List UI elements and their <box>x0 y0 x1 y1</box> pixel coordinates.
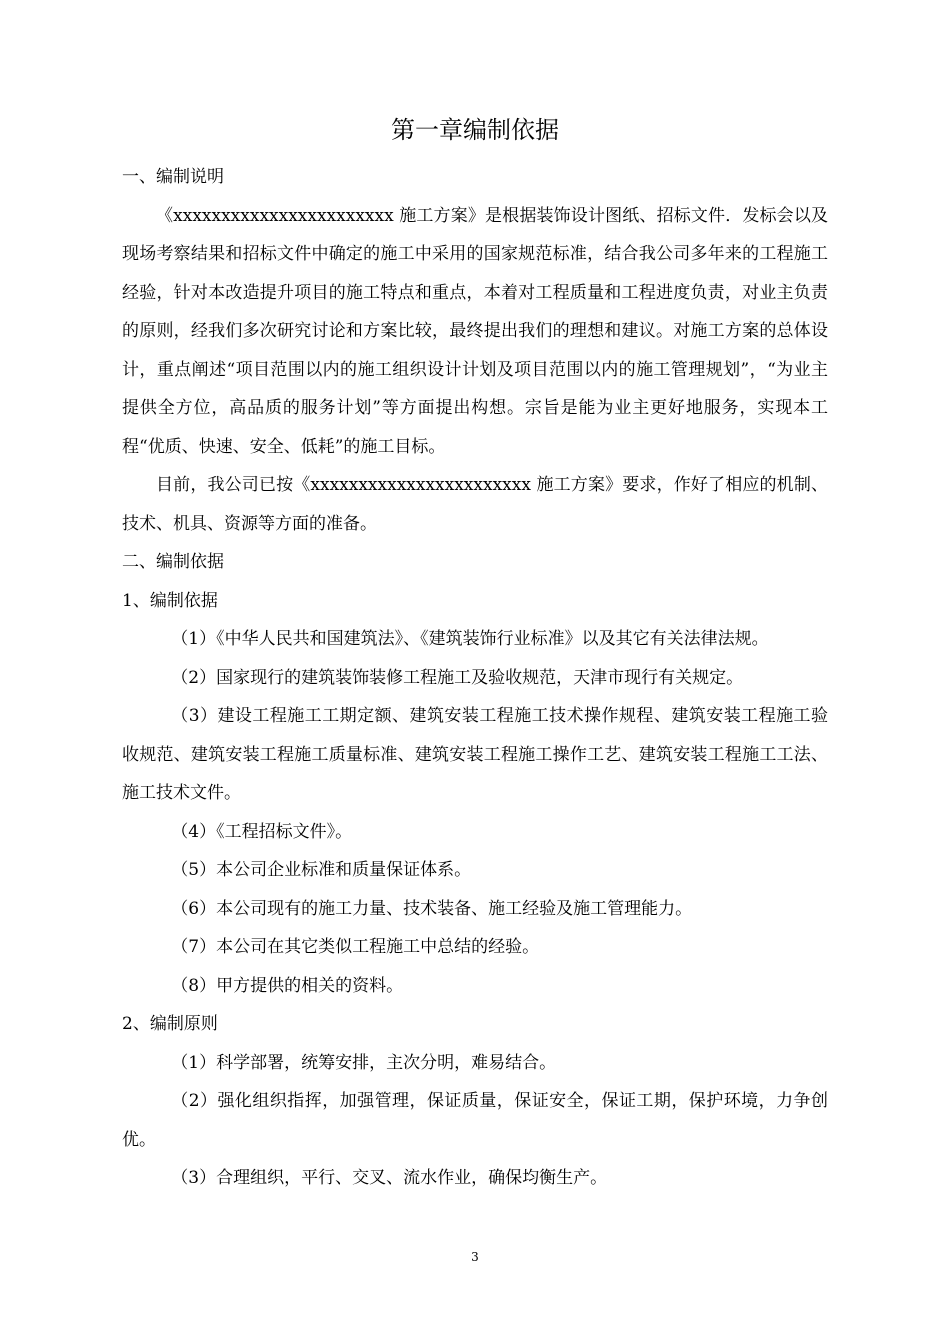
page-number: 3 <box>471 1250 479 1264</box>
paragraph-preparation: 目前，我公司已按《xxxxxxxxxxxxxxxxxxxxxxx 施工方案》要求，作好了相应的机制、技术、机具、资源等方面的准备。 <box>122 475 828 534</box>
list-item: （2）强化组织指挥，加强管理，保证质量，保证安全，保证工期，保护环境，力争创优。 <box>122 1091 828 1150</box>
chapter-title: 第一章编制依据 <box>391 116 559 144</box>
list-item: （5）本公司企业标准和质量保证体系。 <box>171 860 472 880</box>
list-item: （2）国家现行的建筑装饰装修工程施工及验收规范，天津市现行有关规定。 <box>171 667 744 688</box>
list-item: （1）《中华人民共和国建筑法》、《建筑装饰行业标准》以及其它有关法律法规。 <box>171 629 769 649</box>
section-heading-basis: 二、编制依据 <box>122 552 224 572</box>
list-item: （3）建设工程施工工期定额、建筑安装工程施工技术操作规程、建筑安装工程施工验收规范、建筑安装工程施工质量标准、建筑安装工程施工操作工艺、建筑安装工程施工工法、施工技术文件。 <box>122 706 828 803</box>
document-body <box>122 158 828 1198</box>
list-item: （4）《工程招标文件》。 <box>171 821 353 842</box>
list-item: （7）本公司在其它类似工程施工中总结的经验。 <box>171 937 540 957</box>
list-item: （1）科学部署，统筹安排，主次分明，难易结合。 <box>171 1052 557 1073</box>
section-heading-explanation: 一、编制说明 <box>122 167 224 187</box>
list-item: （6）本公司现有的施工力量、技术装备、施工经验及施工管理能力。 <box>171 898 693 919</box>
subsection-heading-principles: 2、编制原则 <box>122 1014 218 1034</box>
paragraph-explanation: 《xxxxxxxxxxxxxxxxxxxxxxx 施工方案》是根据装饰设计图纸、招标文件．发标会以及现场考察结果和招标文件中确定的施工中采用的国家规范标准，结合我公司多年来的工程施工经验，针对本改造提升项目的施工特点和重点，本着对工程质量和工程进度负责，对业主负责的原则，经我们多次研究讨论和方案比较，最终提出我们的理想和建议。对施工方案的总体设计，重点阐述“项目范围以内的施工组织设计计划及项目范围以内的施工管理规划”，“为业主提供全方位，高品质的服务计划”等方面提出构想。宗旨是能为业主更好地服务，实现本工程“优质、快速、安全、低耗”的施工目标。 <box>122 205 828 457</box>
subsection-heading-basis: 1、编制依据 <box>122 590 218 611</box>
list-item: （8）甲方提供的相关的资料。 <box>171 975 404 996</box>
list-item: （3）合理组织，平行、交叉、流水作业，确保均衡生产。 <box>171 1168 608 1188</box>
